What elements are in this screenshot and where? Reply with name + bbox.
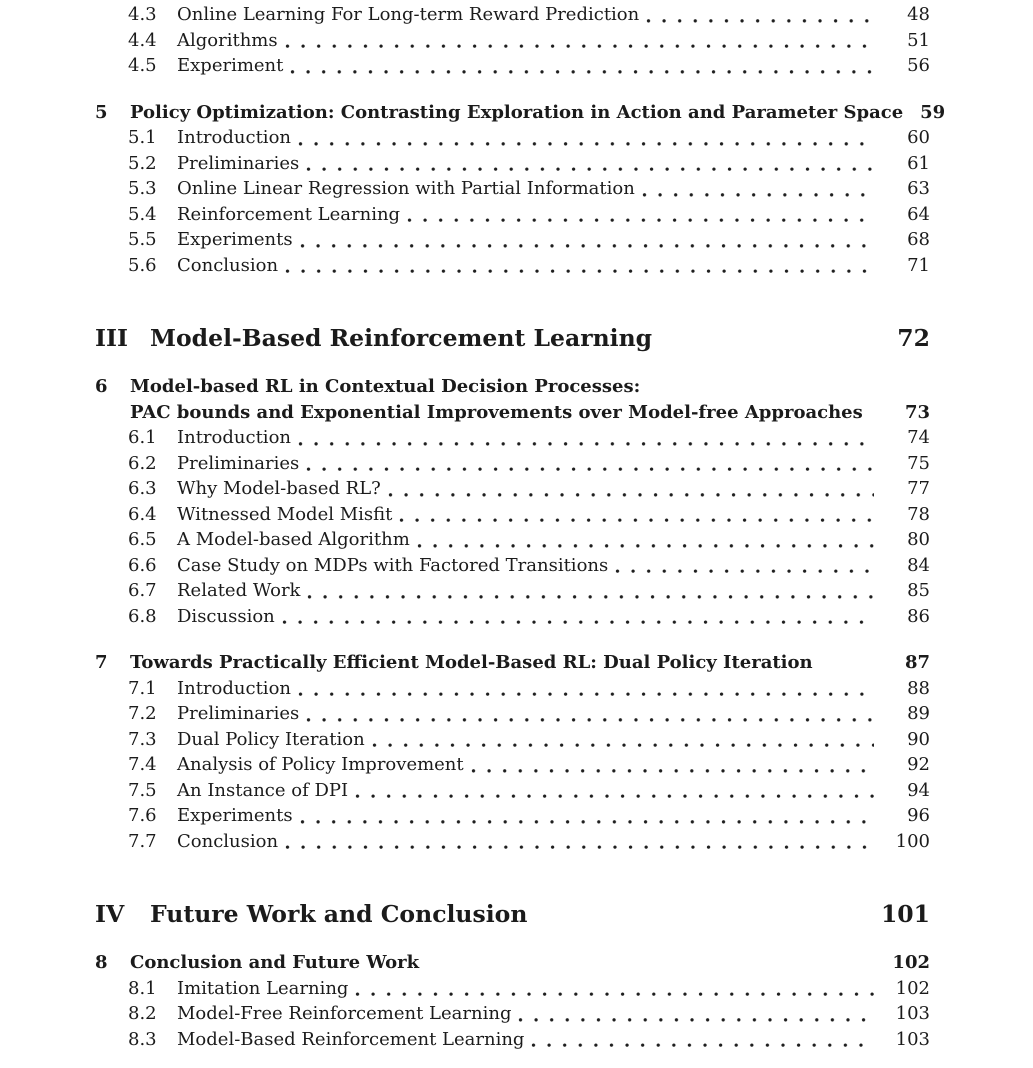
entry-title: Introduction: [177, 427, 291, 448]
entry-number: 5.6: [128, 254, 157, 276]
dot-leader: [646, 2, 874, 28]
entry-page-number: 78: [907, 503, 930, 525]
entry-page-number: 80: [907, 529, 930, 550]
entry-number: 8.2: [128, 1003, 157, 1024]
entry-title: A Model-based Algorithm: [177, 529, 410, 550]
entry-page-number: 84: [907, 554, 930, 576]
entry-page-number: 90: [907, 728, 930, 750]
entry-title: An Instance of DPI: [177, 779, 349, 801]
entry-title: Online Linear Regression with Partial Information: [177, 178, 635, 199]
toc-entry: [95, 202, 930, 228]
entry-number: 6.1: [128, 427, 157, 448]
chapter-block: [95, 650, 930, 854]
chapter-block: [95, 374, 930, 629]
entry-number: 7.3: [128, 728, 157, 750]
toc-entry: [95, 53, 930, 79]
entry-number: 7.4: [128, 754, 157, 775]
leader-space: [527, 897, 881, 931]
part-title: Model-Based Reinforcement Learning: [150, 324, 653, 352]
entry-page-number: 71: [907, 254, 930, 276]
dot-leader: [285, 28, 874, 54]
chapter-heading-line: [95, 400, 930, 426]
toc-entry: [95, 502, 930, 528]
entry-title: Preliminaries: [177, 152, 300, 174]
dot-leader: [290, 53, 874, 79]
entry-title: Introduction: [177, 127, 291, 148]
entry-title: Witnessed Model Misfit: [177, 503, 393, 525]
dot-leader: [417, 527, 874, 553]
entry-page-number: 68: [907, 229, 930, 250]
toc-entry: [95, 829, 930, 855]
entry-number: 6.3: [128, 478, 157, 499]
entry-title: Experiments: [177, 805, 293, 826]
dot-leader: [285, 253, 874, 279]
entry-page-number: 64: [907, 203, 930, 225]
dot-leader: [307, 578, 874, 604]
entry-page-number: 100: [895, 830, 930, 852]
entry-number: 5.3: [128, 178, 157, 199]
entry-number: 4.3: [128, 4, 157, 25]
chapter-heading-line: [95, 650, 930, 676]
leader-space: [813, 650, 888, 676]
entry-title: Model-Based Reinforcement Learning: [177, 1028, 525, 1050]
toc-entry: [95, 151, 930, 177]
toc-entry: [95, 676, 930, 702]
chapter-title: Conclusion and Future Work: [130, 952, 420, 973]
part-heading: [95, 897, 930, 931]
chapter-number: 5: [95, 101, 108, 123]
entry-number: 4.5: [128, 55, 157, 76]
entry-number: 8.1: [128, 977, 157, 999]
toc-entry: [95, 227, 930, 253]
entry-page-number: 103: [895, 1028, 930, 1050]
dot-leader: [615, 553, 874, 579]
chapter-title: Towards Practically Efficient Model-Based RL: Dual Policy Iteration: [130, 652, 813, 673]
toc-entry: [95, 253, 930, 279]
dot-leader: [355, 778, 874, 804]
toc-entry: [95, 1027, 930, 1053]
entry-title: Reinforcement Learning: [177, 203, 401, 225]
entry-number: 4.4: [128, 29, 157, 51]
entry-page-number: 56: [907, 55, 930, 76]
subsection-block: [95, 2, 930, 79]
entry-title: Online Learning For Long-term Reward Prediction: [177, 4, 640, 25]
entry-title: Conclusion: [177, 254, 279, 276]
entry-title: Dual Policy Iteration: [177, 728, 365, 750]
chapter-number: 6: [95, 376, 108, 397]
entry-page-number: 92: [907, 754, 930, 775]
entry-title: Analysis of Policy Improvement: [177, 754, 464, 775]
entry-number: 6.6: [128, 554, 157, 576]
dot-leader: [300, 803, 874, 829]
entry-page-number: 89: [907, 703, 930, 724]
entry-page-number: 51: [907, 29, 930, 51]
dot-leader: [282, 604, 874, 630]
entry-number: 6.7: [128, 580, 157, 601]
entry-page-number: 61: [907, 152, 930, 174]
entry-page-number: 48: [907, 4, 930, 25]
entry-page-number: 74: [907, 427, 930, 448]
entry-title: Imitation Learning: [177, 977, 349, 999]
dot-leader: [285, 829, 874, 855]
chapter-title: PAC bounds and Exponential Improvements over Model-free Approaches: [130, 401, 863, 423]
entry-number: 6.8: [128, 605, 157, 627]
table-of-contents: [95, 2, 946, 1052]
part-heading: [95, 321, 930, 355]
dot-leader: [355, 976, 874, 1002]
dot-leader: [306, 151, 874, 177]
entry-number: 8.3: [128, 1028, 157, 1050]
entry-page-number: 63: [907, 178, 930, 199]
toc-entry: [95, 425, 930, 451]
toc-entry: [95, 2, 930, 28]
chapter-number: 8: [95, 952, 108, 973]
leader-space: [640, 374, 930, 400]
entry-page-number: 77: [907, 478, 930, 499]
dot-leader: [298, 125, 874, 151]
entry-number: 5.2: [128, 152, 157, 174]
part-page-number: 72: [897, 324, 930, 352]
chapter-heading-line: [95, 100, 946, 126]
chapter-page-number: 102: [892, 952, 930, 973]
toc-entry: [95, 176, 930, 202]
entry-title: Preliminaries: [177, 452, 300, 474]
toc-entry: [95, 976, 930, 1002]
toc-entry: [95, 553, 930, 579]
entry-page-number: 86: [907, 605, 930, 627]
entry-page-number: 75: [907, 452, 930, 474]
toc-entry: [95, 1001, 930, 1027]
entry-number: 7.6: [128, 805, 157, 826]
toc-entry: [95, 701, 930, 727]
toc-entry: [95, 727, 930, 753]
dot-leader: [298, 425, 874, 451]
entry-page-number: 88: [907, 677, 930, 699]
chapter-page-number: 73: [904, 401, 930, 423]
entry-number: 7.2: [128, 703, 157, 724]
leader-space: [863, 400, 888, 426]
dot-leader: [407, 202, 874, 228]
toc-entry: [95, 778, 930, 804]
chapter-block: [95, 100, 946, 279]
toc-entry: [95, 476, 930, 502]
entry-page-number: 102: [895, 977, 930, 999]
entry-title: Discussion: [177, 605, 275, 627]
chapter-title: Model-based RL in Contextual Decision Processes:: [130, 376, 641, 397]
entry-number: 5.5: [128, 229, 157, 250]
chapter-heading-line: [95, 374, 930, 400]
entry-title: Model-Free Reinforcement Learning: [177, 1003, 512, 1024]
entry-title: Case Study on MDPs with Factored Transitions: [177, 554, 609, 576]
entry-number: 5.4: [128, 203, 157, 225]
entry-page-number: 85: [907, 580, 930, 601]
toc-entry: [95, 28, 930, 54]
entry-title: Algorithms: [177, 29, 278, 51]
dot-leader: [531, 1027, 874, 1053]
part-number: III: [95, 324, 128, 352]
toc-entry: [95, 604, 930, 630]
dot-leader: [306, 451, 874, 477]
entry-page-number: 94: [907, 779, 930, 801]
toc-entry: [95, 803, 930, 829]
chapter-page-number: 87: [904, 652, 930, 673]
entry-page-number: 103: [895, 1003, 930, 1024]
leader-space: [652, 321, 884, 355]
entry-page-number: 96: [907, 805, 930, 826]
dot-leader: [388, 476, 874, 502]
toc-entry: [95, 527, 930, 553]
entry-title: Experiments: [177, 229, 293, 250]
entry-number: 7.7: [128, 830, 157, 852]
dot-leader: [518, 1001, 874, 1027]
toc-entry: [95, 578, 930, 604]
chapter-number: 7: [95, 652, 108, 673]
entry-title: Why Model-based RL?: [177, 478, 381, 499]
entry-number: 7.1: [128, 677, 157, 699]
entry-title: Preliminaries: [177, 703, 300, 724]
dot-leader: [372, 727, 874, 753]
part-page-number: 101: [880, 900, 930, 928]
dot-leader: [471, 752, 874, 778]
toc-entry: [95, 125, 930, 151]
leader-space: [419, 950, 888, 976]
entry-number: 6.2: [128, 452, 157, 474]
toc-entry: [95, 451, 930, 477]
toc-entry: [95, 752, 930, 778]
entry-page-number: 60: [907, 127, 930, 148]
dot-leader: [642, 176, 874, 202]
entry-number: 5.1: [128, 127, 157, 148]
entry-title: Introduction: [177, 677, 291, 699]
chapter-title: Policy Optimization: Contrasting Exploration in Action and Parameter Space: [130, 101, 904, 123]
part-title: Future Work and Conclusion: [150, 900, 528, 928]
chapter-block: [95, 950, 930, 1052]
entry-title: Conclusion: [177, 830, 279, 852]
chapter-page-number: 59: [920, 101, 946, 123]
entry-number: 7.5: [128, 779, 157, 801]
entry-title: Experiment: [177, 55, 284, 76]
chapter-heading-line: [95, 950, 930, 976]
dot-leader: [306, 701, 874, 727]
dot-leader: [399, 502, 874, 528]
dot-leader: [298, 676, 874, 702]
entry-title: Related Work: [177, 580, 301, 601]
entry-number: 6.5: [128, 529, 157, 550]
dot-leader: [300, 227, 874, 253]
part-number: IV: [95, 900, 125, 928]
entry-number: 6.4: [128, 503, 157, 525]
